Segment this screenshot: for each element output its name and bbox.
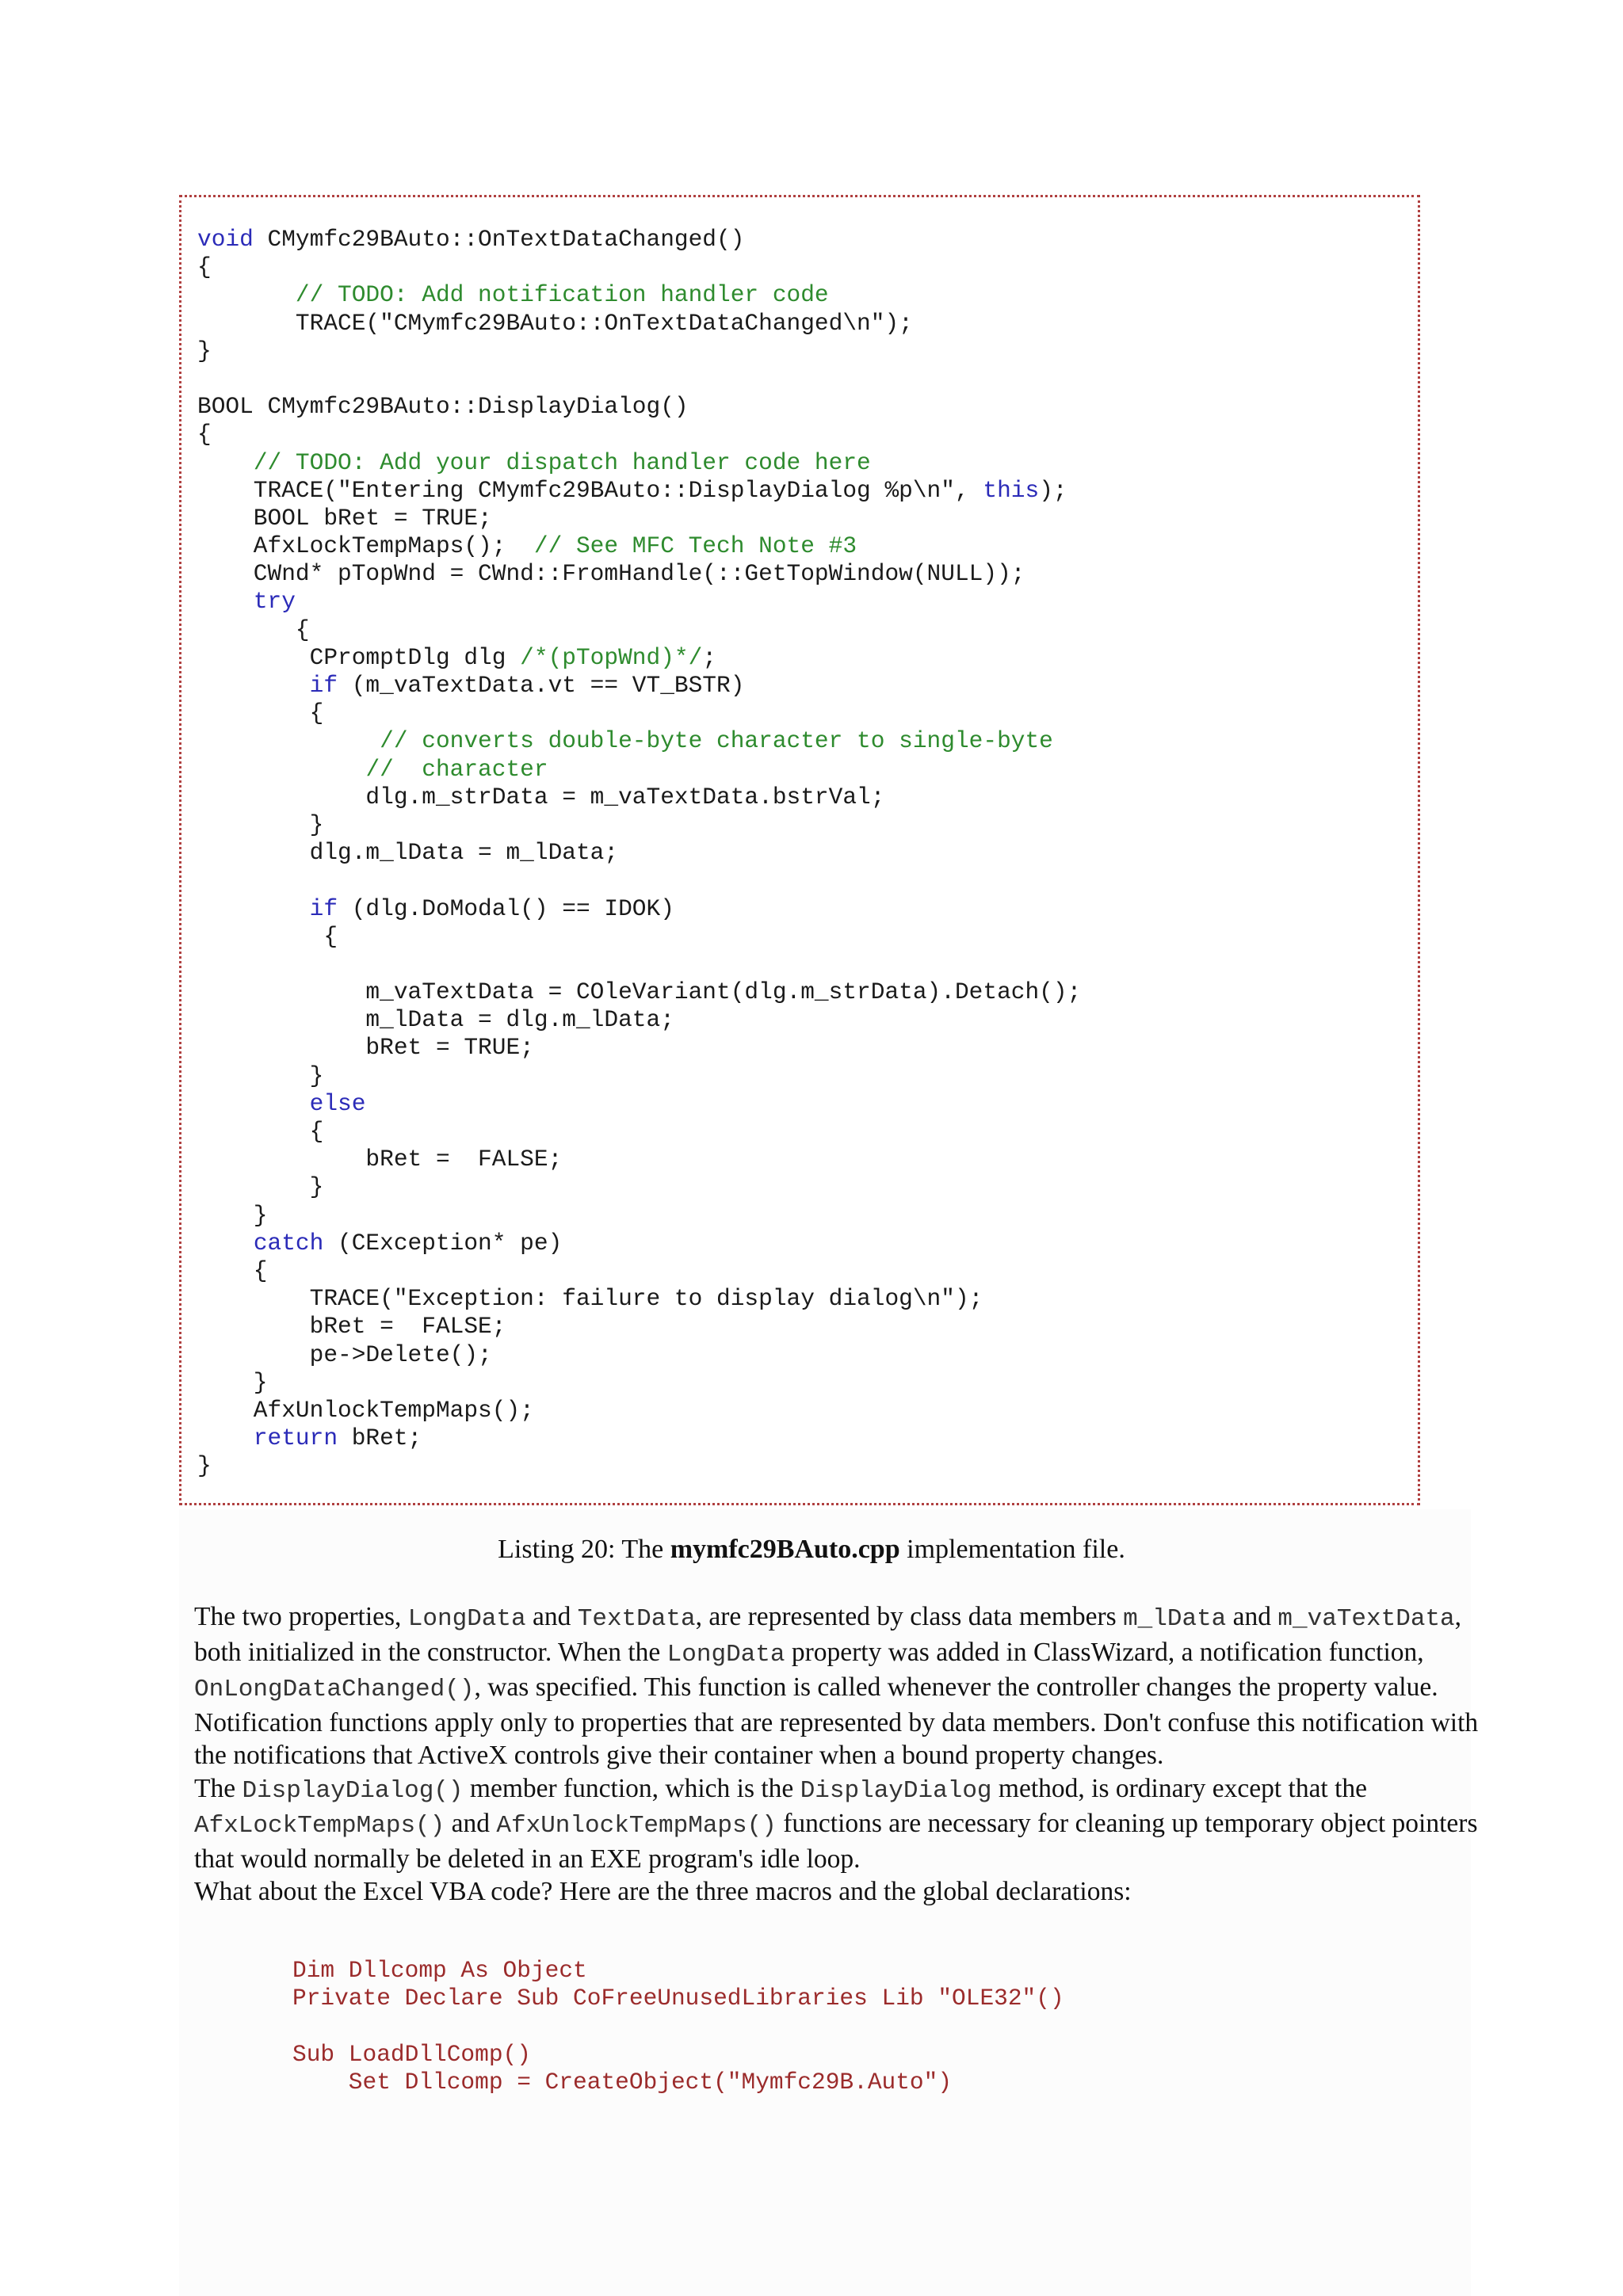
code-text — [197, 588, 254, 615]
code-line — [197, 1369, 1081, 1397]
code-text — [197, 895, 310, 922]
code-text: { — [197, 700, 324, 727]
code-line — [197, 1397, 1081, 1425]
code-keyword: catch — [253, 1229, 324, 1257]
paragraph-text: and — [445, 1809, 497, 1838]
inline-code: m_vaTextData — [1277, 1605, 1455, 1633]
code-text: { — [197, 254, 212, 281]
code-text: { — [197, 922, 338, 950]
code-line — [197, 588, 1081, 616]
paragraph-text: and — [525, 1602, 578, 1631]
code-line — [197, 505, 1081, 532]
code-text: dlg.m_strData = m_vaTextData.bstrVal; — [197, 783, 885, 810]
inline-code: AfxLockTempMaps() — [194, 1812, 445, 1840]
code-line — [197, 1425, 1081, 1452]
code-line — [197, 281, 1081, 309]
code-text — [197, 281, 296, 308]
code-line — [197, 727, 1081, 755]
code-text: TRACE("Entering CMymfc29BAuto::DisplayDialog %p\n", — [197, 476, 983, 504]
code-text: { — [197, 421, 212, 448]
code-line — [197, 1230, 1081, 1257]
code-line — [197, 393, 1081, 421]
vba-code-listing — [292, 1957, 1064, 2096]
code-text: ); — [1039, 476, 1067, 504]
code-keyword: try — [253, 588, 296, 616]
code-line — [197, 756, 1081, 784]
paragraph-text: , both initialized in the constructor. When the — [194, 1602, 1462, 1667]
code-line — [197, 1452, 1081, 1480]
code-text: } — [197, 337, 212, 364]
code-text — [197, 1230, 254, 1257]
code-line — [197, 978, 1081, 1006]
code-text: CWnd* pTopWnd = CWnd::FromHandle(::GetTopWindow(NULL)); — [197, 560, 1025, 588]
vba-code-line: Dim Dllcomp As Object — [292, 1957, 587, 1984]
inline-code: TextData — [577, 1605, 696, 1633]
code-line — [197, 672, 1081, 700]
code-line — [197, 1006, 1081, 1034]
code-line — [197, 700, 1081, 727]
code-text: dlg.m_lData = m_lData; — [197, 839, 619, 867]
inline-code: AfxUnlockTempMaps() — [496, 1812, 777, 1840]
code-line — [197, 951, 1081, 978]
inline-code: DisplayDialog — [800, 1776, 992, 1805]
code-line — [197, 338, 1081, 365]
code-text: { — [197, 1257, 268, 1284]
code-text — [197, 1425, 254, 1451]
code-line — [197, 1118, 1081, 1146]
body-paragraph — [194, 1600, 1486, 1772]
code-text — [197, 756, 365, 783]
code-text: pe->Delete(); — [197, 1341, 492, 1368]
vba-code-line: Set Dllcomp = CreateObject("Mymfc29B.Auto") — [292, 2068, 953, 2096]
code-line — [197, 1173, 1081, 1201]
code-line — [197, 477, 1081, 505]
code-comment: // TODO: Add notification handler code — [295, 281, 829, 309]
code-line — [197, 1285, 1081, 1313]
code-line — [197, 1090, 1081, 1118]
body-paragraph — [194, 1772, 1486, 1876]
code-line — [197, 1146, 1081, 1173]
code-line — [197, 1313, 1081, 1341]
code-line — [197, 560, 1081, 588]
code-line — [197, 365, 1081, 393]
inline-code: OnLongDataChanged() — [194, 1676, 475, 1703]
paragraph-text: and — [1226, 1602, 1278, 1631]
paragraph-text: functions are necessary for cleaning up temporary object pointers that would normally be deleted in an EXE program's idle loop. — [194, 1809, 1478, 1874]
body-text — [194, 1600, 1486, 1909]
paragraph-text: property was added in ClassWizard, a notification function, — [785, 1637, 1424, 1667]
code-text: } — [197, 1062, 324, 1089]
code-line — [197, 310, 1081, 338]
inline-code: LongData — [666, 1640, 785, 1669]
code-text: ; — [702, 643, 717, 671]
code-text: { — [197, 1118, 324, 1145]
code-text: bRet = FALSE; — [197, 1146, 563, 1173]
paragraph-text: member function, which is the — [463, 1773, 800, 1803]
code-line — [197, 226, 1081, 254]
code-text: } — [197, 1201, 268, 1229]
code-listing-box — [179, 195, 1420, 1505]
code-text: BOOL CMymfc29BAuto::DisplayDialog() — [197, 393, 689, 421]
code-text — [197, 1090, 310, 1117]
code-keyword: if — [309, 672, 338, 699]
code-text: TRACE("CMymfc29BAuto::OnTextDataChanged\n"); — [197, 309, 913, 337]
listing-caption — [0, 1533, 1623, 1566]
inline-code: m_lData — [1123, 1605, 1227, 1633]
code-line — [197, 895, 1081, 923]
code-text: { — [197, 616, 310, 643]
vba-code-line — [292, 2012, 1064, 2040]
code-text: bRet; — [338, 1425, 422, 1452]
code-text: } — [197, 1173, 324, 1201]
code-comment: // TODO: Add your dispatch handler code here — [253, 448, 871, 476]
code-line — [197, 421, 1081, 448]
code-text: (m_vaTextData.vt == VT_BSTR) — [338, 672, 745, 699]
code-keyword: else — [309, 1089, 366, 1117]
code-comment: /*(pTopWnd)*/ — [520, 643, 703, 671]
code-line — [197, 1341, 1081, 1369]
body-paragraph — [194, 1875, 1486, 1909]
code-text — [197, 672, 310, 699]
code-text: } — [197, 1452, 212, 1480]
code-text: (CException* pe) — [323, 1229, 563, 1257]
paragraph-text: The — [194, 1773, 242, 1803]
code-line — [197, 867, 1081, 894]
inline-code: DisplayDialog() — [242, 1776, 464, 1805]
code-keyword: void — [197, 226, 254, 253]
code-line — [197, 254, 1081, 281]
code-line — [197, 923, 1081, 951]
code-text: } — [197, 1368, 268, 1396]
caption-suffix: implementation file. — [899, 1535, 1125, 1564]
code-line — [197, 1034, 1081, 1062]
code-text: m_vaTextData = COleVariant(dlg.m_strData).Detach(); — [197, 978, 1082, 1006]
code-keyword: return — [253, 1425, 338, 1452]
code-listing — [197, 226, 1081, 1480]
paragraph-text: The two properties, — [194, 1602, 408, 1631]
code-line — [197, 644, 1081, 672]
vba-code-line: Sub LoadDllComp() — [292, 2040, 531, 2068]
code-text: bRet = TRUE; — [197, 1034, 534, 1062]
code-text: AfxUnlockTempMaps(); — [197, 1396, 534, 1424]
code-line — [197, 616, 1081, 644]
code-text: CMymfc29BAuto::OnTextDataChanged() — [253, 226, 745, 253]
code-text: } — [197, 810, 324, 838]
code-line — [197, 1257, 1081, 1285]
code-text: BOOL bRet = TRUE; — [197, 504, 492, 532]
code-line — [197, 784, 1081, 811]
code-text: TRACE("Exception: failure to display dialog\n"); — [197, 1285, 983, 1313]
code-text: CPromptDlg dlg — [197, 643, 521, 671]
code-line — [197, 532, 1081, 560]
code-text: bRet = FALSE; — [197, 1313, 506, 1341]
code-text — [197, 727, 380, 754]
paragraph-text: , are represented by class data members — [695, 1602, 1124, 1631]
code-comment: // converts double-byte character to single-byte — [380, 727, 1053, 755]
code-keyword: this — [983, 476, 1040, 504]
code-line — [197, 449, 1081, 477]
paragraph-text: method, is ordinary except that the — [991, 1773, 1368, 1803]
caption-filename: mymfc29BAuto.cpp — [670, 1535, 900, 1564]
paragraph-text: What about the Excel VBA code? Here are the three macros and the global declarations: — [194, 1877, 1132, 1906]
code-comment: // See MFC Tech Note #3 — [533, 532, 857, 560]
code-line — [197, 1062, 1081, 1090]
code-text — [197, 449, 254, 476]
code-line — [197, 811, 1081, 839]
code-keyword: if — [309, 894, 338, 922]
inline-code: LongData — [407, 1605, 526, 1633]
code-line — [197, 839, 1081, 867]
code-text: (dlg.DoModal() == IDOK) — [338, 894, 674, 922]
code-text: m_lData = dlg.m_lData; — [197, 1006, 674, 1034]
code-text: AfxLockTempMaps(); — [197, 532, 534, 560]
code-comment: // character — [365, 755, 548, 783]
caption-prefix: Listing 20: The — [498, 1535, 670, 1564]
vba-code-line: Private Declare Sub CoFreeUnusedLibraries Lib "OLE32"() — [292, 1985, 1064, 2012]
paragraph-text: , was specified. This function is called whenever the controller changes the property value. Notification functions apply only to properties that are represented by data members. Don't confuse this notification with the notifications that ActiveX controls give their container when a bound property changes. — [194, 1672, 1479, 1770]
code-line — [197, 1202, 1081, 1230]
